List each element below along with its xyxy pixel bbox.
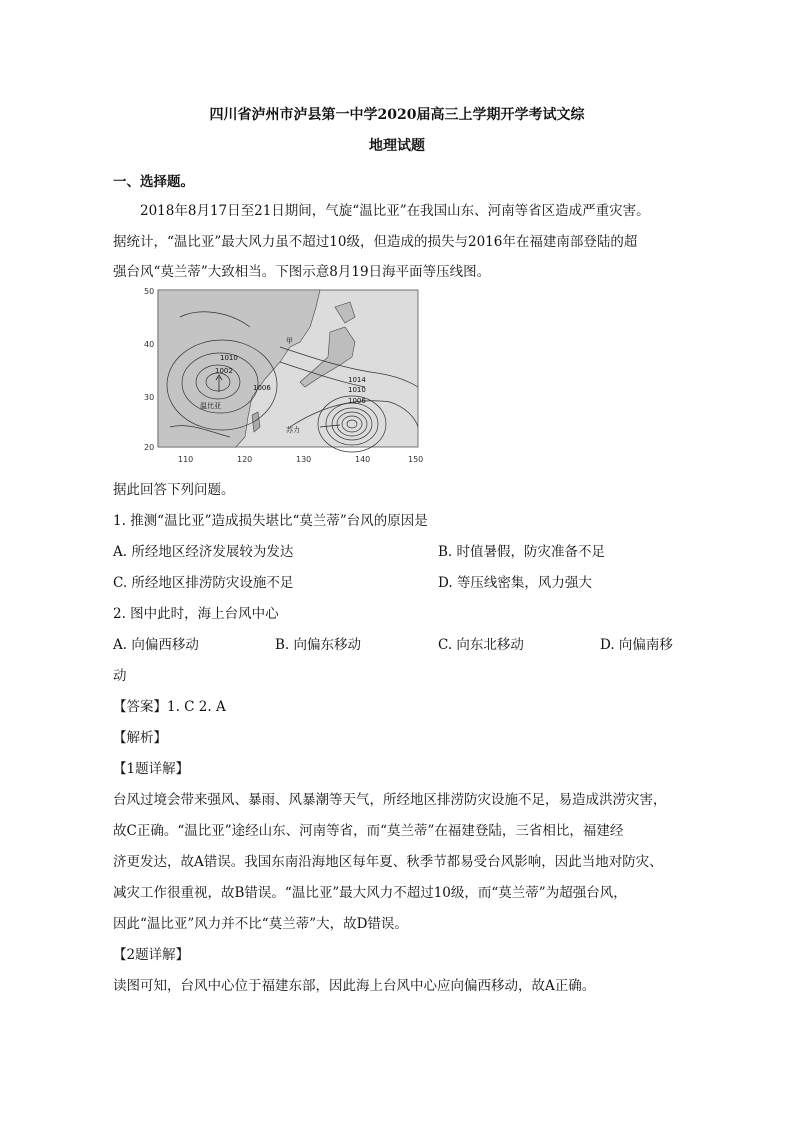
isobar-label-1014: 1014 xyxy=(348,376,366,384)
x-tick-120: 120 xyxy=(237,455,253,464)
y-tick-50: 50 xyxy=(144,287,155,296)
q2-option-d: D. 向偏南移 xyxy=(600,637,673,653)
y-tick-40: 40 xyxy=(144,340,155,349)
section-heading: 一、选择题。 xyxy=(113,174,194,190)
intro-line-1: 2018年8月17日至21日期间，气旋“温比亚”在我国山东、河南等省区造成严重灾害。 xyxy=(140,203,650,219)
detail1-heading: 【1题详解】 xyxy=(113,761,190,777)
isobar-map xyxy=(140,287,425,467)
isobar-label-1006-east: 1006 xyxy=(348,397,366,405)
answer-line: 【答案】1. C 2. A xyxy=(113,699,226,715)
storm-label-suli: 苏力 xyxy=(286,426,300,434)
isobar-label-1010-west: 1010 xyxy=(220,354,238,362)
isobar-label-1010-east: 1010 xyxy=(348,386,366,394)
question-prompt: 据此回答下列问题。 xyxy=(113,482,235,498)
detail1-line-1: 台风过境会带来强风、暴雨、风暴潮等天气，所经地区排涝防灾设施不足，易造成洪涝灾害， xyxy=(113,792,667,808)
y-tick-20: 20 xyxy=(144,443,155,452)
document-subtitle: 地理试题 xyxy=(369,138,425,154)
y-tick-30: 30 xyxy=(144,393,155,402)
q2-option-a: A. 向偏西移动 xyxy=(113,637,199,653)
intro-line-3: 强台风“莫兰蒂”大致相当。下图示意8月19日海平面等压线图。 xyxy=(113,264,491,280)
isobar-label-1002: 1002 xyxy=(215,367,233,375)
q2-option-b: B. 向偏东移动 xyxy=(275,637,362,653)
x-tick-150: 150 xyxy=(408,455,424,464)
document-title: 四川省泸州市泸县第一中学2020届高三上学期开学考试文综 xyxy=(209,107,585,123)
detail1-line-2: 故C正确。“温比亚”途经山东、河南等省，而“莫兰蒂”在福建登陆，三省相比，福建经 xyxy=(113,823,624,839)
storm-label-wenbiya: 温比亚 xyxy=(200,402,221,410)
q2-option-d-continued: 动 xyxy=(113,668,127,684)
detail2-line-1: 读图可知，台风中心位于福建东部，因此海上台风中心应向偏西移动，故A正确。 xyxy=(113,978,596,994)
x-tick-140: 140 xyxy=(355,455,371,464)
detail1-line-3: 济更发达，故A错误。我国东南沿海地区每年夏、秋季节都易受台风影响，因此当地对防灾、 xyxy=(113,854,663,870)
analysis-heading: 【解析】 xyxy=(113,730,167,746)
q1-option-d: D. 等压线密集，风力强大 xyxy=(438,575,592,591)
q2-option-c: C. 向东北移动 xyxy=(438,637,524,653)
q1-option-b: B. 时值暑假，防灾准备不足 xyxy=(438,544,606,560)
intro-line-2: 据统计，“温比亚”最大风力虽不超过10级，但造成的损失与2016年在福建南部登陆的超 xyxy=(113,234,638,250)
x-tick-130: 130 xyxy=(296,455,312,464)
detail1-line-4: 减灾工作很重视，故B错误。“温比亚”最大风力不超过10级，而“莫兰蒂”为超强台风， xyxy=(113,885,627,901)
q1-stem: 1. 推测“温比亚”造成损失堪比“莫兰蒂”台风的原因是 xyxy=(113,513,428,529)
q1-option-a: A. 所经地区经济发展较为发达 xyxy=(113,544,294,560)
detail2-heading: 【2题详解】 xyxy=(113,947,190,963)
isobar-label-1006-west: 1006 xyxy=(253,384,271,392)
x-tick-110: 110 xyxy=(178,455,194,464)
place-label-jia: 甲 xyxy=(286,337,293,345)
detail1-line-5: 因此“温比亚”风力并不比“莫兰蒂”大，故D错误。 xyxy=(113,916,408,932)
q1-option-c: C. 所经地区排涝防灾设施不足 xyxy=(113,575,294,591)
q2-stem: 2. 图中此时，海上台风中心 xyxy=(113,606,279,622)
